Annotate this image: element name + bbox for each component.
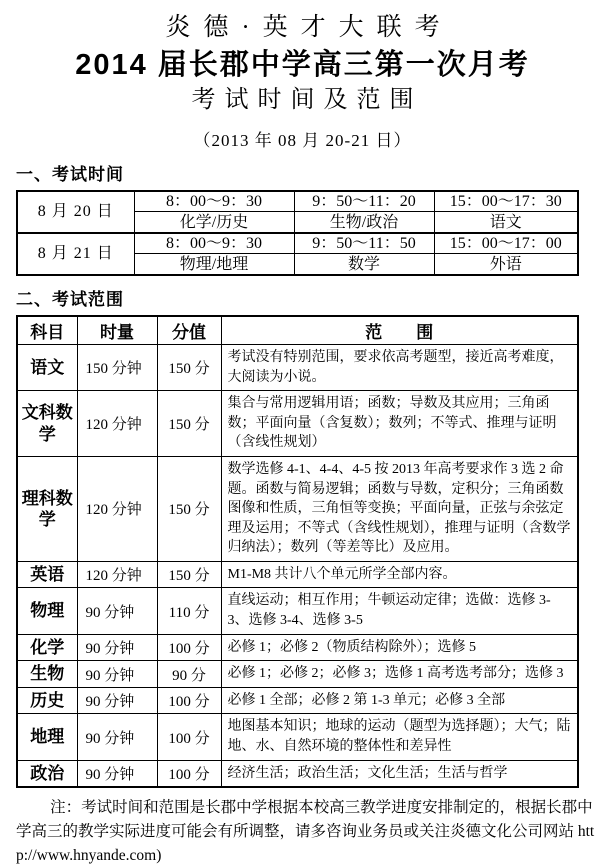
duration-cell: 90 分钟 (77, 760, 157, 787)
subject-cell: 地理 (17, 714, 77, 760)
scope-table (16, 315, 579, 788)
duration-cell: 120 分钟 (77, 561, 157, 588)
subject-cell: 化学 (17, 634, 77, 661)
score-cell: 150 分 (157, 391, 221, 457)
duration-cell: 120 分钟 (77, 391, 157, 457)
score-cell: 100 分 (157, 687, 221, 714)
time-cell: 15：00～17：30 (434, 191, 578, 212)
range-cell: 直线运动；相互作用；牛顿运动定律；选做：选修 3-3、选修 3-4、选修 3-5 (221, 588, 578, 634)
table-row (17, 456, 578, 561)
duration-cell: 90 分钟 (77, 661, 157, 688)
range-cell: 考试没有特别范围，要求依高考题型，接近高考难度，大阅读为小说。 (221, 344, 578, 390)
table-row (17, 588, 578, 634)
subtitle: 考试时间及范围 (191, 86, 423, 113)
table-row (17, 760, 578, 787)
score-cell: 90 分 (157, 661, 221, 688)
time-cell: 8：00～9：30 (134, 233, 294, 254)
range-cell: 必修 1；必修 2（物质结构除外）；选修 5 (221, 634, 578, 661)
subject-cell: 化学/历史 (134, 212, 294, 233)
column-header-duration: 时量 (77, 316, 157, 345)
time-cell: 8：00～9：30 (134, 191, 294, 212)
subject-cell: 外语 (434, 254, 578, 275)
section-2-heading: 二、考试范围 (16, 289, 124, 309)
time-cell: 9：50～11：50 (294, 233, 434, 254)
range-cell: 集合与常用逻辑用语；函数；导数及其应用；三角函数；平面向量（含复数）；数列；不等式、推理与证明（含线性规划） (221, 391, 578, 457)
date-cell: 8 月 20 日 (17, 191, 134, 233)
main-title: 2014 届长郡中学高三第一次月考 (75, 48, 530, 81)
table-row (17, 233, 578, 254)
subject-cell: 物理 (17, 588, 77, 634)
subject-cell: 数学 (294, 254, 434, 275)
subject-cell: 历史 (17, 687, 77, 714)
score-cell: 150 分 (157, 344, 221, 390)
table-header-row (17, 316, 578, 345)
score-cell: 150 分 (157, 456, 221, 561)
footer-note: 注：考试时间和范围是长郡中学根据本校高三教学进度安排制定的，根据长郡中学高三的教学实际进度可能会有所调整，请多咨询业务员或关注炎德文化公司网站 http://www.hnyande.com) (16, 799, 595, 865)
document-header (16, 12, 589, 151)
table-row (17, 391, 578, 457)
table-row (17, 634, 578, 661)
subject-cell: 生物/政治 (294, 212, 434, 233)
range-cell: 数学选修 4-1、4-4、4-5 按 2013 年高考要求作 3 选 2 命题。函数与简易逻辑；函数与导数，定积分；三角函数图像和性质，三角恒等变换；平面向量，正弦与余弦定理及运用；不等式（含线性规划），推理与证明（含数学归纳法）；数列（等差等比）及应用。 (221, 456, 578, 561)
score-cell: 110 分 (157, 588, 221, 634)
table-row (17, 661, 578, 688)
duration-cell: 90 分钟 (77, 588, 157, 634)
table-row (17, 714, 578, 760)
subject-cell: 语文 (434, 212, 578, 233)
table-row (17, 561, 578, 588)
score-cell: 150 分 (157, 561, 221, 588)
table-row (17, 687, 578, 714)
duration-cell: 90 分钟 (77, 714, 157, 760)
subject-cell: 语文 (17, 344, 77, 390)
duration-cell: 150 分钟 (77, 344, 157, 390)
schedule-table (16, 190, 579, 276)
range-cell: 经济生活；政治生活；文化生活；生活与哲学 (221, 760, 578, 787)
date-line: （2013 年 08 月 20-21 日） (193, 130, 412, 150)
subject-cell: 理科数学 (17, 456, 77, 561)
column-header-range: 范 围 (221, 316, 578, 345)
range-cell: 必修 1；必修 2；必修 3；选修 1 高考选考部分；选修 3 (221, 661, 578, 688)
column-header-score: 分值 (157, 316, 221, 345)
table-row (17, 191, 578, 212)
time-cell: 9：50～11：20 (294, 191, 434, 212)
score-cell: 100 分 (157, 714, 221, 760)
subject-cell: 政治 (17, 760, 77, 787)
range-cell: 地图基本知识；地球的运动（题型为选择题）；大气；陆地、水、自然环境的整体性和差异性 (221, 714, 578, 760)
subject-cell: 英语 (17, 561, 77, 588)
duration-cell: 90 分钟 (77, 634, 157, 661)
duration-cell: 120 分钟 (77, 456, 157, 561)
subject-cell: 物理/地理 (134, 254, 294, 275)
brand-title: 炎德·英才大联考 (165, 14, 453, 41)
subject-cell: 文科数学 (17, 391, 77, 457)
score-cell: 100 分 (157, 760, 221, 787)
subject-cell: 生物 (17, 661, 77, 688)
time-cell: 15：00～17：00 (434, 233, 578, 254)
duration-cell: 90 分钟 (77, 687, 157, 714)
date-cell: 8 月 21 日 (17, 233, 134, 275)
section-1-heading: 一、考试时间 (16, 164, 124, 184)
score-cell: 100 分 (157, 634, 221, 661)
range-cell: 必修 1 全部；必修 2 第 1-3 单元；必修 3 全部 (221, 687, 578, 714)
column-header-subject: 科目 (17, 316, 77, 345)
table-row (17, 344, 578, 390)
range-cell: M1-M8 共计八个单元所学全部内容。 (221, 561, 578, 588)
